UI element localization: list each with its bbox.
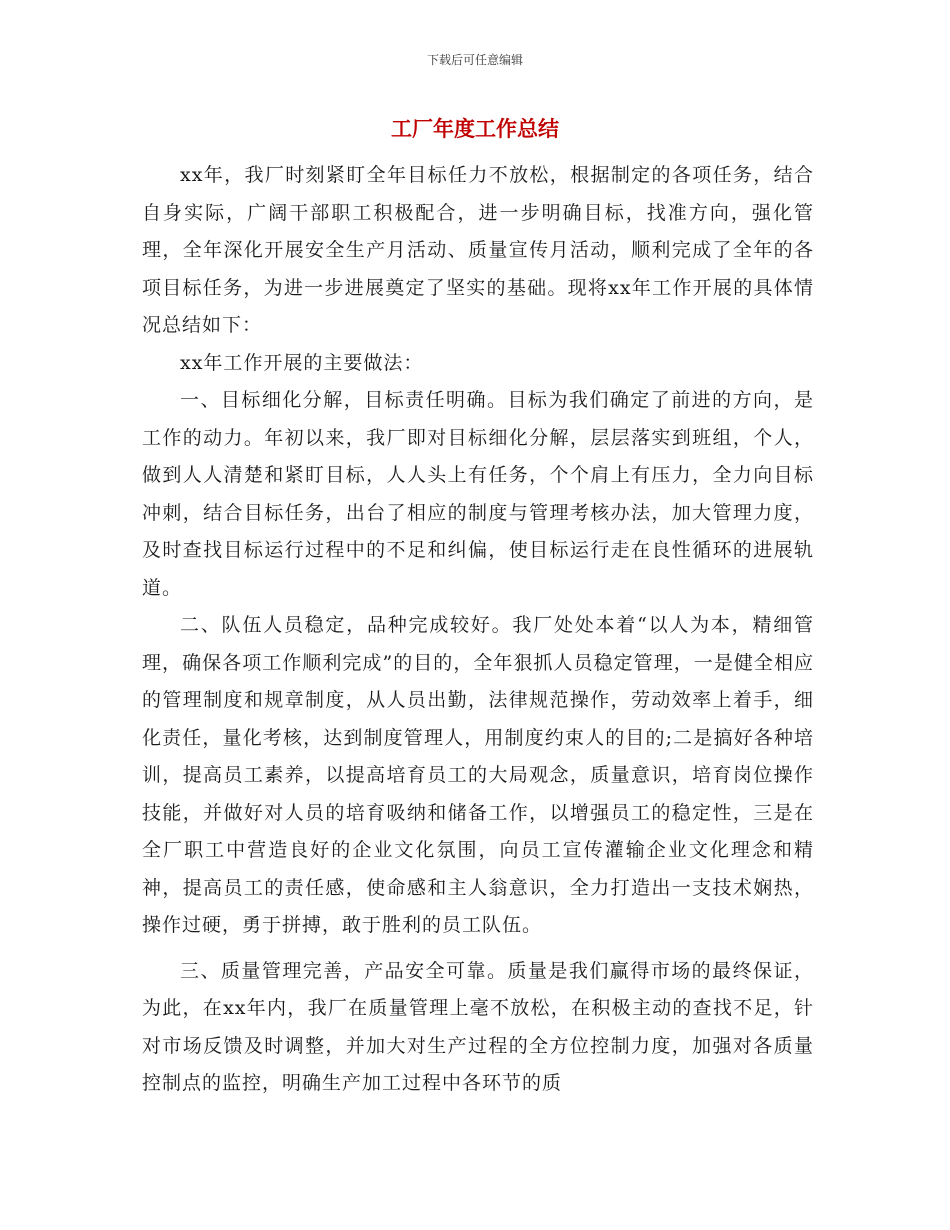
- document-body: [142, 157, 814, 1103]
- paragraph-intro: xx年，我厂时刻紧盯全年目标任力不放松，根据制定的各项任务，结合自身实际，广阔干部职工积极配合，进一步明确目标，找准方向，强化管理，全年深化开展安全生产月活动、质量宣传月活动，顺利完成了全年的各项目标任务，为进一步进展奠定了坚实的基础。现将xx年工作开展的具体情况总结如下：: [142, 164, 814, 336]
- paragraph-main-methods: xx年工作开展的主要做法：: [180, 351, 424, 374]
- paragraph-section-3: 三、质量管理完善，产品安全可靠。质量是我们赢得市场的最终保证，为此，在xx年内，我厂在质量管理上毫不放松，在积极主动的查找不足，针对市场反馈及时调整，并加大对生产过程的全方位控制力度，加强对各质量控制点的监控，明确生产加工过程中各环节的质: [142, 959, 814, 1094]
- header-note: 下载后可任意编辑: [426, 53, 523, 67]
- paragraph-section-2: 二、队伍人员稳定，品种完成较好。我厂处处本着“以人为本，精细管理，确保各项工作顺利完成”的目的，全年狠抓人员稳定管理，一是健全相应的管理制度和规章制度，从人员出勤，法律规范操作，劳动效率上着手，细化责任，量化考核，达到制度管理人，用制度约束人的目的;二是搞好各种培训，提高员工素养，以提高培育员工的大局观念，质量意识，培育岗位操作技能，并做好对人员的培育吸纳和储备工作，以增强员工的稳定性，三是在全厂职工中营造良好的企业文化氛围，向员工宣传灌输企业文化理念和精神，提高员工的责任感，使命感和主人翁意识，全力打造出一支技术娴热，操作过硬，勇于拼搏，敢于胜利的员工队伍。: [142, 614, 814, 936]
- paragraph-section-1: 一、目标细化分解，目标责任明确。目标为我们确定了前进的方向，是工作的动力。年初以来，我厂即对目标细化分解，层层落实到班组，个人，做到人人清楚和紧盯目标，人人头上有任务，个个肩上有压力，全力向目标冲刺，结合目标任务，出台了相应的制度与管理考核办法，加大管理力度，及时查找目标运行过程中的不足和纠偏，使目标运行走在良性循环的进展轨道。: [142, 389, 814, 599]
- document-title: 工厂年度工作总结: [391, 117, 559, 141]
